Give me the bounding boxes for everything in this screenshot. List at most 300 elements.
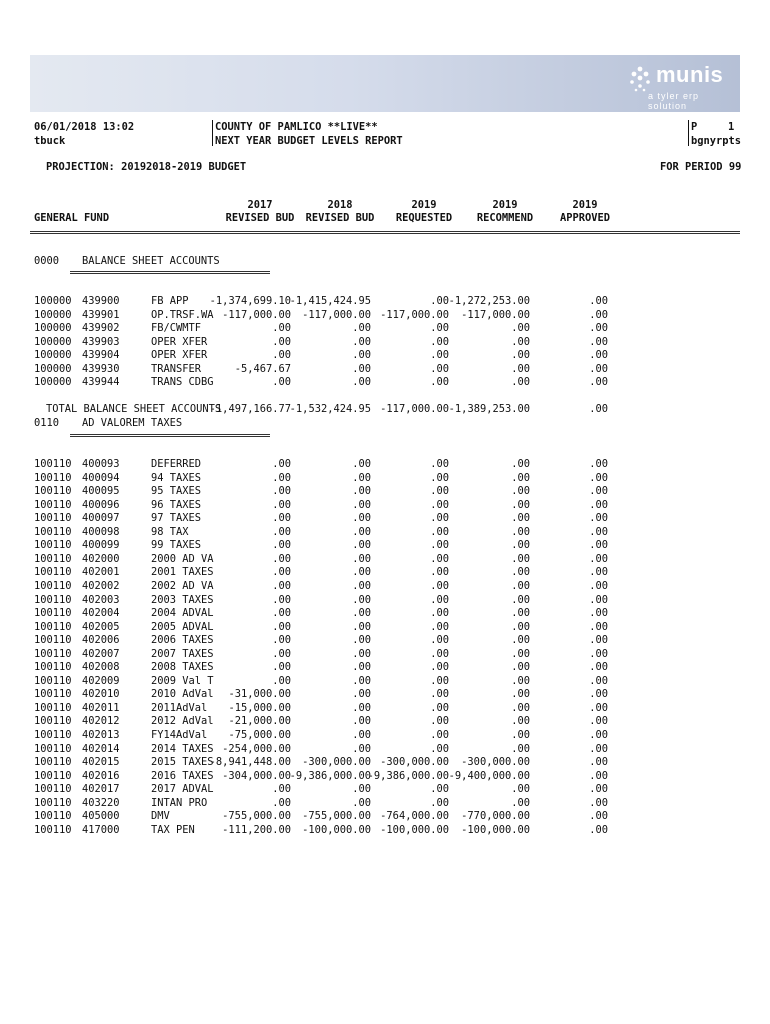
table-row (0, 810, 770, 823)
value-2019-requested: -117,000.00 (380, 308, 449, 321)
col-recommend-year: 2019 (492, 199, 518, 211)
value-2017-revised: .00 (272, 471, 291, 484)
org-code: 100110 (34, 539, 72, 552)
value-2019-recommend: .00 (511, 362, 530, 375)
org-code: 100110 (34, 579, 72, 592)
org-code: 100110 (34, 783, 72, 796)
org-code: 100000 (34, 362, 72, 375)
account-desc: 98 TAX (151, 525, 189, 538)
object-code: 400096 (82, 498, 120, 511)
value-2018-revised: .00 (352, 607, 371, 620)
table-row (0, 770, 770, 783)
value-2017-revised: .00 (272, 579, 291, 592)
org-code: 100000 (34, 322, 72, 335)
account-desc: 2015 TAXES (151, 756, 214, 769)
value-2019-requested: .00 (430, 607, 449, 620)
col-2018-label: REVISED BUD (305, 212, 375, 224)
object-code: 439903 (82, 335, 120, 348)
value-2017-revised: .00 (272, 485, 291, 498)
value-2019-recommend: .00 (511, 634, 530, 647)
object-code: 402003 (82, 593, 120, 606)
account-desc: 99 TAXES (151, 539, 202, 552)
value-2019-approved: .00 (589, 485, 608, 498)
org-code: 100000 (34, 295, 72, 307)
value-2019-requested: .00 (430, 349, 449, 362)
object-code: 400094 (82, 471, 120, 484)
value-2018-revised: .00 (352, 376, 371, 389)
object-code: 439902 (82, 322, 120, 335)
value-2019-approved: .00 (589, 756, 608, 769)
value-2019-approved: .00 (589, 661, 608, 674)
value-2019-recommend: .00 (511, 525, 530, 538)
budget-label: 2018-2019 BUDGET (146, 161, 247, 173)
value-2017-revised: .00 (272, 322, 291, 335)
table-row (0, 580, 770, 593)
account-desc: FB/CWMTF (151, 322, 202, 335)
table-row (0, 566, 770, 579)
value-2019-recommend: -9,400,000.00 (448, 769, 530, 782)
header-rule-2 (30, 233, 740, 234)
value-2019-requested: -9,386,000.00 (367, 769, 449, 782)
org-code: 100110 (34, 620, 72, 633)
col-recommend-label: RECOMMEND (476, 212, 534, 224)
value-2019-approved: .00 (589, 783, 608, 796)
program-name: bgnyrpts (691, 135, 742, 147)
org-code: 100110 (34, 485, 72, 498)
value-2018-revised: .00 (352, 362, 371, 375)
value-2019-recommend: .00 (511, 552, 530, 565)
value-2018-revised: .00 (352, 688, 371, 701)
value-2018-revised: .00 (352, 715, 371, 728)
table-row (0, 322, 770, 335)
account-desc: TAX PEN (151, 823, 195, 836)
value-2019-approved: .00 (589, 647, 608, 660)
value-2019-recommend: .00 (511, 593, 530, 606)
value-2019-requested: .00 (430, 539, 449, 552)
value-2019-approved: .00 (589, 674, 608, 687)
value-2019-approved: .00 (589, 715, 608, 728)
col-2017-label: REVISED BUD (225, 212, 295, 224)
object-code: 417000 (82, 823, 120, 836)
value-2018-revised: .00 (352, 783, 371, 796)
value-2019-requested: .00 (430, 688, 449, 701)
value-2018-revised: .00 (352, 729, 371, 741)
object-code: 402002 (82, 579, 120, 592)
total-2019-requested: -117,000.00 (380, 403, 449, 415)
value-2018-revised: .00 (352, 335, 371, 348)
value-2019-requested: .00 (430, 471, 449, 484)
org-code: 100110 (34, 647, 72, 660)
logo-tagline: a tyler erp solution (648, 91, 700, 111)
value-2017-revised: .00 (272, 607, 291, 620)
object-code: 400093 (82, 458, 120, 470)
object-code: 402000 (82, 552, 120, 565)
account-desc: 2003 TAXES (151, 593, 214, 606)
value-2019-requested: .00 (430, 783, 449, 796)
object-code: 402001 (82, 566, 120, 579)
account-desc: 2007 TAXES (151, 647, 214, 660)
value-2017-revised: .00 (272, 335, 291, 348)
value-2017-revised: -111,200.00 (222, 823, 291, 836)
section-underline (70, 271, 270, 272)
table-row (0, 499, 770, 512)
table-row (0, 675, 770, 688)
value-2019-approved: .00 (589, 458, 608, 470)
object-code: 402013 (82, 729, 120, 741)
account-desc: 2014 TAXES (151, 742, 214, 755)
account-desc: DMV (151, 810, 170, 823)
value-2019-approved: .00 (589, 701, 608, 714)
value-2019-approved: .00 (589, 295, 608, 307)
value-2017-revised: .00 (272, 593, 291, 606)
value-2019-requested: .00 (430, 674, 449, 687)
value-2018-revised: .00 (352, 620, 371, 633)
value-2019-approved: .00 (589, 539, 608, 552)
object-code: 400099 (82, 539, 120, 552)
report-datetime: 06/01/2018 13:02 (34, 121, 135, 133)
table-row (0, 485, 770, 498)
table-row (0, 797, 770, 810)
value-2019-recommend: .00 (511, 539, 530, 552)
table-row (0, 715, 770, 728)
value-2019-requested: .00 (430, 647, 449, 660)
org-code: 100110 (34, 810, 72, 823)
table-row (0, 661, 770, 674)
value-2017-revised: -304,000.00 (222, 769, 291, 782)
section-title: BALANCE SHEET ACCOUNTS (82, 255, 220, 267)
value-2018-revised: .00 (352, 634, 371, 647)
value-2019-approved: .00 (589, 498, 608, 511)
org-code: 100110 (34, 525, 72, 538)
value-2019-approved: .00 (589, 593, 608, 606)
account-desc: 2000 AD VA (151, 552, 214, 565)
value-2018-revised: .00 (352, 566, 371, 579)
table-row (0, 648, 770, 661)
account-desc: 2004 ADVAL (151, 607, 214, 620)
table-row (0, 688, 770, 701)
table-row (0, 472, 770, 485)
org-code: 100110 (34, 498, 72, 511)
account-desc: TRANSFER (151, 362, 202, 375)
value-2019-recommend: .00 (511, 498, 530, 511)
value-2017-revised: .00 (272, 349, 291, 362)
value-2019-recommend: .00 (511, 796, 530, 809)
value-2019-requested: .00 (430, 525, 449, 538)
value-2017-revised: .00 (272, 647, 291, 660)
table-row (0, 743, 770, 756)
value-2018-revised: -300,000.00 (302, 756, 371, 769)
page-number: 1 (728, 121, 735, 133)
col-requested-year: 2019 (411, 199, 437, 211)
org-code: 100000 (34, 349, 72, 362)
value-2017-revised: .00 (272, 674, 291, 687)
value-2017-revised: -1,374,699.10 (209, 295, 291, 307)
org-code: 100110 (34, 715, 72, 728)
report-title: NEXT YEAR BUDGET LEVELS REPORT (215, 135, 403, 147)
value-2019-approved: .00 (589, 512, 608, 525)
table-row (0, 376, 770, 389)
value-2019-requested: .00 (430, 362, 449, 375)
value-2017-revised: .00 (272, 512, 291, 525)
value-2019-approved: .00 (589, 607, 608, 620)
value-2017-revised: .00 (272, 783, 291, 796)
value-2019-recommend: .00 (511, 688, 530, 701)
value-2019-recommend: .00 (511, 471, 530, 484)
object-code: 402008 (82, 661, 120, 674)
value-2019-approved: .00 (589, 362, 608, 375)
total-2019-recommend: -1,389,253.00 (448, 403, 530, 415)
value-2018-revised: .00 (352, 661, 371, 674)
table-row (0, 702, 770, 715)
org-code: 100110 (34, 674, 72, 687)
table-row (0, 349, 770, 362)
object-code: 402010 (82, 688, 120, 701)
report-banner (30, 55, 740, 112)
value-2019-requested: .00 (430, 322, 449, 335)
value-2019-requested: .00 (430, 661, 449, 674)
account-desc: 2009 Val T (151, 674, 214, 687)
value-2017-revised: -75,000.00 (228, 729, 291, 741)
value-2018-revised: .00 (352, 552, 371, 565)
value-2018-revised: .00 (352, 593, 371, 606)
value-2019-requested: .00 (430, 512, 449, 525)
account-desc: DEFERRED (151, 458, 202, 470)
logo-wordmark: munis (656, 62, 724, 87)
total-row (0, 403, 770, 416)
value-2017-revised: -5,467.67 (234, 362, 291, 375)
value-2018-revised: .00 (352, 485, 371, 498)
object-code: 405000 (82, 810, 120, 823)
account-desc: OPER XFER (151, 335, 208, 348)
account-desc: 2006 TAXES (151, 634, 214, 647)
org-code: 100110 (34, 688, 72, 701)
page-label: P (691, 121, 698, 133)
value-2019-recommend: .00 (511, 715, 530, 728)
value-2018-revised: .00 (352, 349, 371, 362)
org-code: 100110 (34, 742, 72, 755)
object-code: 400097 (82, 512, 120, 525)
object-code: 402011 (82, 701, 120, 714)
value-2019-recommend: .00 (511, 647, 530, 660)
account-desc: 2001 TAXES (151, 566, 214, 579)
value-2017-revised: -21,000.00 (228, 715, 291, 728)
org-code: 100110 (34, 796, 72, 809)
account-desc: 2016 TAXES (151, 769, 214, 782)
value-2019-approved: .00 (589, 634, 608, 647)
value-2019-requested: .00 (430, 295, 449, 307)
value-2017-revised: .00 (272, 525, 291, 538)
value-2017-revised: .00 (272, 539, 291, 552)
value-2019-approved: .00 (589, 729, 608, 741)
value-2019-requested: -300,000.00 (380, 756, 449, 769)
value-2018-revised: .00 (352, 512, 371, 525)
section-underline-2 (70, 273, 270, 274)
org-code: 100110 (34, 661, 72, 674)
org-code: 100000 (34, 308, 72, 321)
section-title: AD VALOREM TAXES (82, 417, 183, 429)
value-2019-recommend: .00 (511, 322, 530, 335)
col-approved-year: 2019 (572, 199, 598, 211)
value-2018-revised: -100,000.00 (302, 823, 371, 836)
account-desc: 97 TAXES (151, 512, 202, 525)
value-2018-revised: .00 (352, 796, 371, 809)
section-underline-2 (70, 436, 270, 437)
table-row (0, 594, 770, 607)
table-row (0, 621, 770, 634)
value-2019-requested: .00 (430, 593, 449, 606)
value-2019-recommend: -770,000.00 (461, 810, 530, 823)
org-code: 100110 (34, 607, 72, 620)
object-code: 400095 (82, 485, 120, 498)
value-2019-recommend: -100,000.00 (461, 823, 530, 836)
org-code: 100110 (34, 512, 72, 525)
org-code: 100110 (34, 769, 72, 782)
value-2019-approved: .00 (589, 742, 608, 755)
value-2019-approved: .00 (589, 579, 608, 592)
value-2019-recommend: .00 (511, 566, 530, 579)
table-row (0, 295, 770, 308)
value-2017-revised: -117,000.00 (222, 308, 291, 321)
value-2018-revised: .00 (352, 498, 371, 511)
value-2019-approved: .00 (589, 349, 608, 362)
account-desc: OPER XFER (151, 349, 208, 362)
table-row (0, 553, 770, 566)
table-row (0, 607, 770, 620)
table-row (0, 336, 770, 349)
value-2017-revised: -15,000.00 (228, 701, 291, 714)
value-2018-revised: -1,415,424.95 (289, 295, 371, 307)
object-code: 402006 (82, 634, 120, 647)
value-2018-revised: .00 (352, 647, 371, 660)
projection-label: PROJECTION: 2019 (46, 161, 147, 173)
section-underline (70, 434, 270, 435)
table-row (0, 824, 770, 837)
account-desc: FB APP (151, 295, 189, 307)
value-2019-recommend: .00 (511, 485, 530, 498)
value-2019-requested: .00 (430, 335, 449, 348)
object-code: 402015 (82, 756, 120, 769)
header-divider-left (212, 120, 213, 146)
table-row (0, 756, 770, 769)
munis-logo (622, 61, 732, 111)
value-2019-requested: .00 (430, 620, 449, 633)
value-2019-recommend: .00 (511, 335, 530, 348)
col-approved-label: APPROVED (559, 212, 611, 224)
org-code: 100110 (34, 823, 72, 836)
org-code: 100110 (34, 566, 72, 579)
value-2019-recommend: .00 (511, 620, 530, 633)
account-desc: 2017 ADVAL (151, 783, 214, 796)
object-code: 403220 (82, 796, 120, 809)
value-2019-recommend: .00 (511, 579, 530, 592)
value-2019-requested: .00 (430, 742, 449, 755)
value-2019-requested: -100,000.00 (380, 823, 449, 836)
account-desc: 96 TAXES (151, 498, 202, 511)
value-2018-revised: .00 (352, 701, 371, 714)
object-code: 439901 (82, 308, 120, 321)
value-2017-revised: .00 (272, 376, 291, 389)
org-code: 100110 (34, 593, 72, 606)
value-2018-revised: -117,000.00 (302, 308, 371, 321)
value-2019-approved: .00 (589, 688, 608, 701)
account-desc: 95 TAXES (151, 485, 202, 498)
county-name: COUNTY OF PAMLICO **LIVE** (215, 121, 378, 133)
value-2019-recommend: -117,000.00 (461, 308, 530, 321)
account-desc: 2011AdVal (151, 701, 208, 714)
value-2019-approved: .00 (589, 796, 608, 809)
org-code: 100110 (34, 458, 72, 470)
object-code: 402007 (82, 647, 120, 660)
value-2018-revised: .00 (352, 322, 371, 335)
value-2019-recommend: .00 (511, 661, 530, 674)
table-row (0, 309, 770, 322)
value-2017-revised: -254,000.00 (222, 742, 291, 755)
value-2019-requested: .00 (430, 376, 449, 389)
object-code: 402009 (82, 674, 120, 687)
table-row (0, 458, 770, 471)
fund-label: GENERAL FUND (34, 212, 110, 224)
value-2018-revised: .00 (352, 458, 371, 470)
value-2019-requested: .00 (430, 552, 449, 565)
section-code: 0000 (34, 255, 60, 267)
org-code: 100000 (34, 335, 72, 348)
object-code: 439944 (82, 376, 120, 389)
value-2019-approved: .00 (589, 769, 608, 782)
value-2017-revised: .00 (272, 634, 291, 647)
object-code: 400098 (82, 525, 120, 538)
value-2019-recommend: .00 (511, 607, 530, 620)
value-2019-approved: .00 (589, 566, 608, 579)
value-2019-requested: .00 (430, 485, 449, 498)
object-code: 402004 (82, 607, 120, 620)
value-2019-recommend: .00 (511, 458, 530, 470)
value-2019-recommend: .00 (511, 512, 530, 525)
value-2019-requested: .00 (430, 634, 449, 647)
value-2017-revised: .00 (272, 552, 291, 565)
object-code: 402016 (82, 769, 120, 782)
value-2017-revised: .00 (272, 498, 291, 511)
table-row (0, 526, 770, 539)
org-code: 100110 (34, 471, 72, 484)
value-2019-approved: .00 (589, 376, 608, 389)
value-2019-recommend: .00 (511, 674, 530, 687)
value-2017-revised: .00 (272, 796, 291, 809)
value-2019-requested: .00 (430, 566, 449, 579)
value-2018-revised: -9,386,000.00 (289, 769, 371, 782)
object-code: 402017 (82, 783, 120, 796)
value-2017-revised: -8,941,448.00 (209, 756, 291, 769)
col-2018-year: 2018 (327, 199, 353, 211)
value-2018-revised: .00 (352, 742, 371, 755)
value-2019-requested: .00 (430, 715, 449, 728)
value-2019-requested: .00 (430, 729, 449, 741)
header-rule (30, 231, 740, 232)
value-2019-requested: .00 (430, 579, 449, 592)
account-desc: 2002 AD VA (151, 579, 214, 592)
value-2019-approved: .00 (589, 308, 608, 321)
object-code: 402005 (82, 620, 120, 633)
account-desc: INTAN PRO (151, 796, 208, 809)
account-desc: FY14AdVal (151, 729, 208, 741)
org-code: 100110 (34, 729, 72, 741)
object-code: 439930 (82, 362, 120, 375)
value-2019-approved: .00 (589, 810, 608, 823)
org-code: 100110 (34, 756, 72, 769)
table-row (0, 729, 770, 742)
value-2019-recommend: .00 (511, 349, 530, 362)
value-2017-revised: .00 (272, 566, 291, 579)
report-user: tbuck (34, 135, 66, 147)
